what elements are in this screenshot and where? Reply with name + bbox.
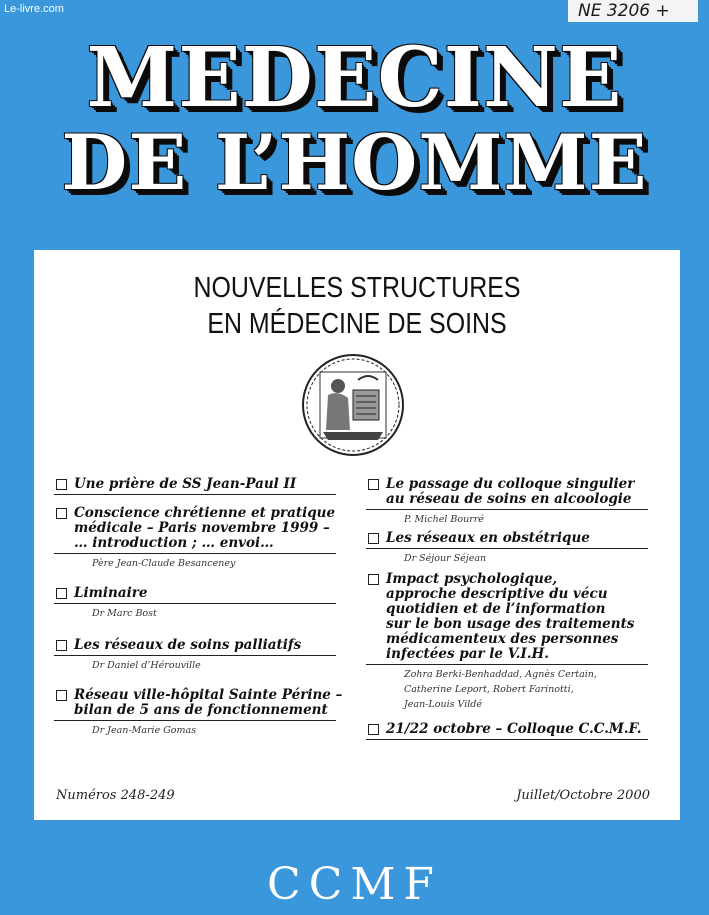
- toc-title-line: quotidien et de l’information: [386, 601, 606, 617]
- watermark: Le-livre.com: [4, 3, 64, 15]
- toc-title-line: Le passage du colloque singulier: [386, 476, 635, 492]
- toc-title-line: approche descriptive du vécu: [386, 586, 608, 602]
- toc-title-line: 21/22 octobre – Colloque C.C.M.F.: [386, 721, 642, 737]
- toc-title-line: Liminaire: [74, 585, 148, 601]
- toc-author: Jean-Louis Vildé: [404, 699, 482, 710]
- checkbox-icon: [368, 533, 379, 544]
- handwritten-note: NE 3206 +: [568, 0, 698, 22]
- toc-title-line: médicale – Paris novembre 1999 –: [74, 520, 330, 536]
- toc-item-alcoologie: [366, 477, 648, 526]
- scribe-medallion-icon: [298, 350, 408, 460]
- toc-title-line: au réseau de soins en alcoologie: [386, 491, 632, 507]
- toc-item-reseau-ville: [54, 687, 343, 737]
- magazine-title-line-1: MEDECINE: [86, 30, 623, 126]
- toc-item-obstetrique: [366, 531, 648, 565]
- toc-author: Dr Jean-Marie Gomas: [92, 725, 197, 736]
- headline-line-2: EN MÉDECINE DE SOINS: [207, 308, 507, 340]
- toc-title-line: … introduction ; … envoi…: [74, 535, 274, 551]
- toc-author: Catherine Leport, Robert Farinotti,: [404, 684, 574, 695]
- toc-item-prayer: [54, 477, 336, 495]
- toc-title-line: médicamenteux des personnes: [386, 631, 619, 647]
- toc-title-line: sur le bon usage des traitements: [386, 616, 635, 632]
- toc-author: Dr Daniel d’Hérouville: [92, 660, 201, 671]
- toc-author: Dr Marc Bost: [92, 608, 157, 619]
- checkbox-icon: [368, 724, 379, 735]
- toc-title-line: Une prière de SS Jean-Paul II: [74, 476, 297, 492]
- toc-title-line: infectées par le V.I.H.: [386, 646, 549, 662]
- checkbox-icon: [56, 508, 67, 519]
- publisher-logo: CCMF: [267, 859, 442, 910]
- toc-author: Dr Séjour Séjean: [404, 553, 487, 564]
- checkbox-icon: [56, 479, 67, 490]
- checkbox-icon: [368, 479, 379, 490]
- toc-author: P. Michel Bourré: [404, 514, 484, 525]
- toc-title-line: bilan de 5 ans de fonctionnement: [74, 702, 328, 718]
- toc-title-line: Les réseaux en obstétrique: [386, 530, 590, 546]
- issue-date: Juillet/Octobre 2000: [516, 788, 650, 803]
- toc-item-conscience: [54, 506, 336, 570]
- issue-number: Numéros 248-249: [56, 788, 175, 803]
- toc-item-colloque: [366, 722, 648, 740]
- toc-title-line: Conscience chrétienne et pratique: [74, 505, 336, 521]
- toc-title-line: Les réseaux de soins palliatifs: [74, 637, 302, 653]
- checkbox-icon: [56, 640, 67, 651]
- checkbox-icon: [56, 588, 67, 599]
- toc-item-palliative: [54, 638, 336, 672]
- checkbox-icon: [368, 574, 379, 585]
- magazine-title-line-2: DE L’HOMME: [61, 118, 648, 207]
- toc-title-line: Impact psychologique,: [386, 571, 558, 587]
- checkbox-icon: [56, 690, 67, 701]
- toc-author: Père Jean-Claude Besanceney: [92, 558, 236, 569]
- toc-item-impact-vih: [366, 572, 648, 711]
- toc-title-line: Réseau ville-hôpital Sainte Périne –: [74, 687, 343, 703]
- toc-author: Zohra Berki-Benhaddad, Agnès Certain,: [404, 669, 597, 680]
- toc-item-liminaire: [54, 586, 336, 620]
- content-panel: [34, 250, 680, 820]
- headline-line-1: NOUVELLES STRUCTURES: [193, 272, 521, 304]
